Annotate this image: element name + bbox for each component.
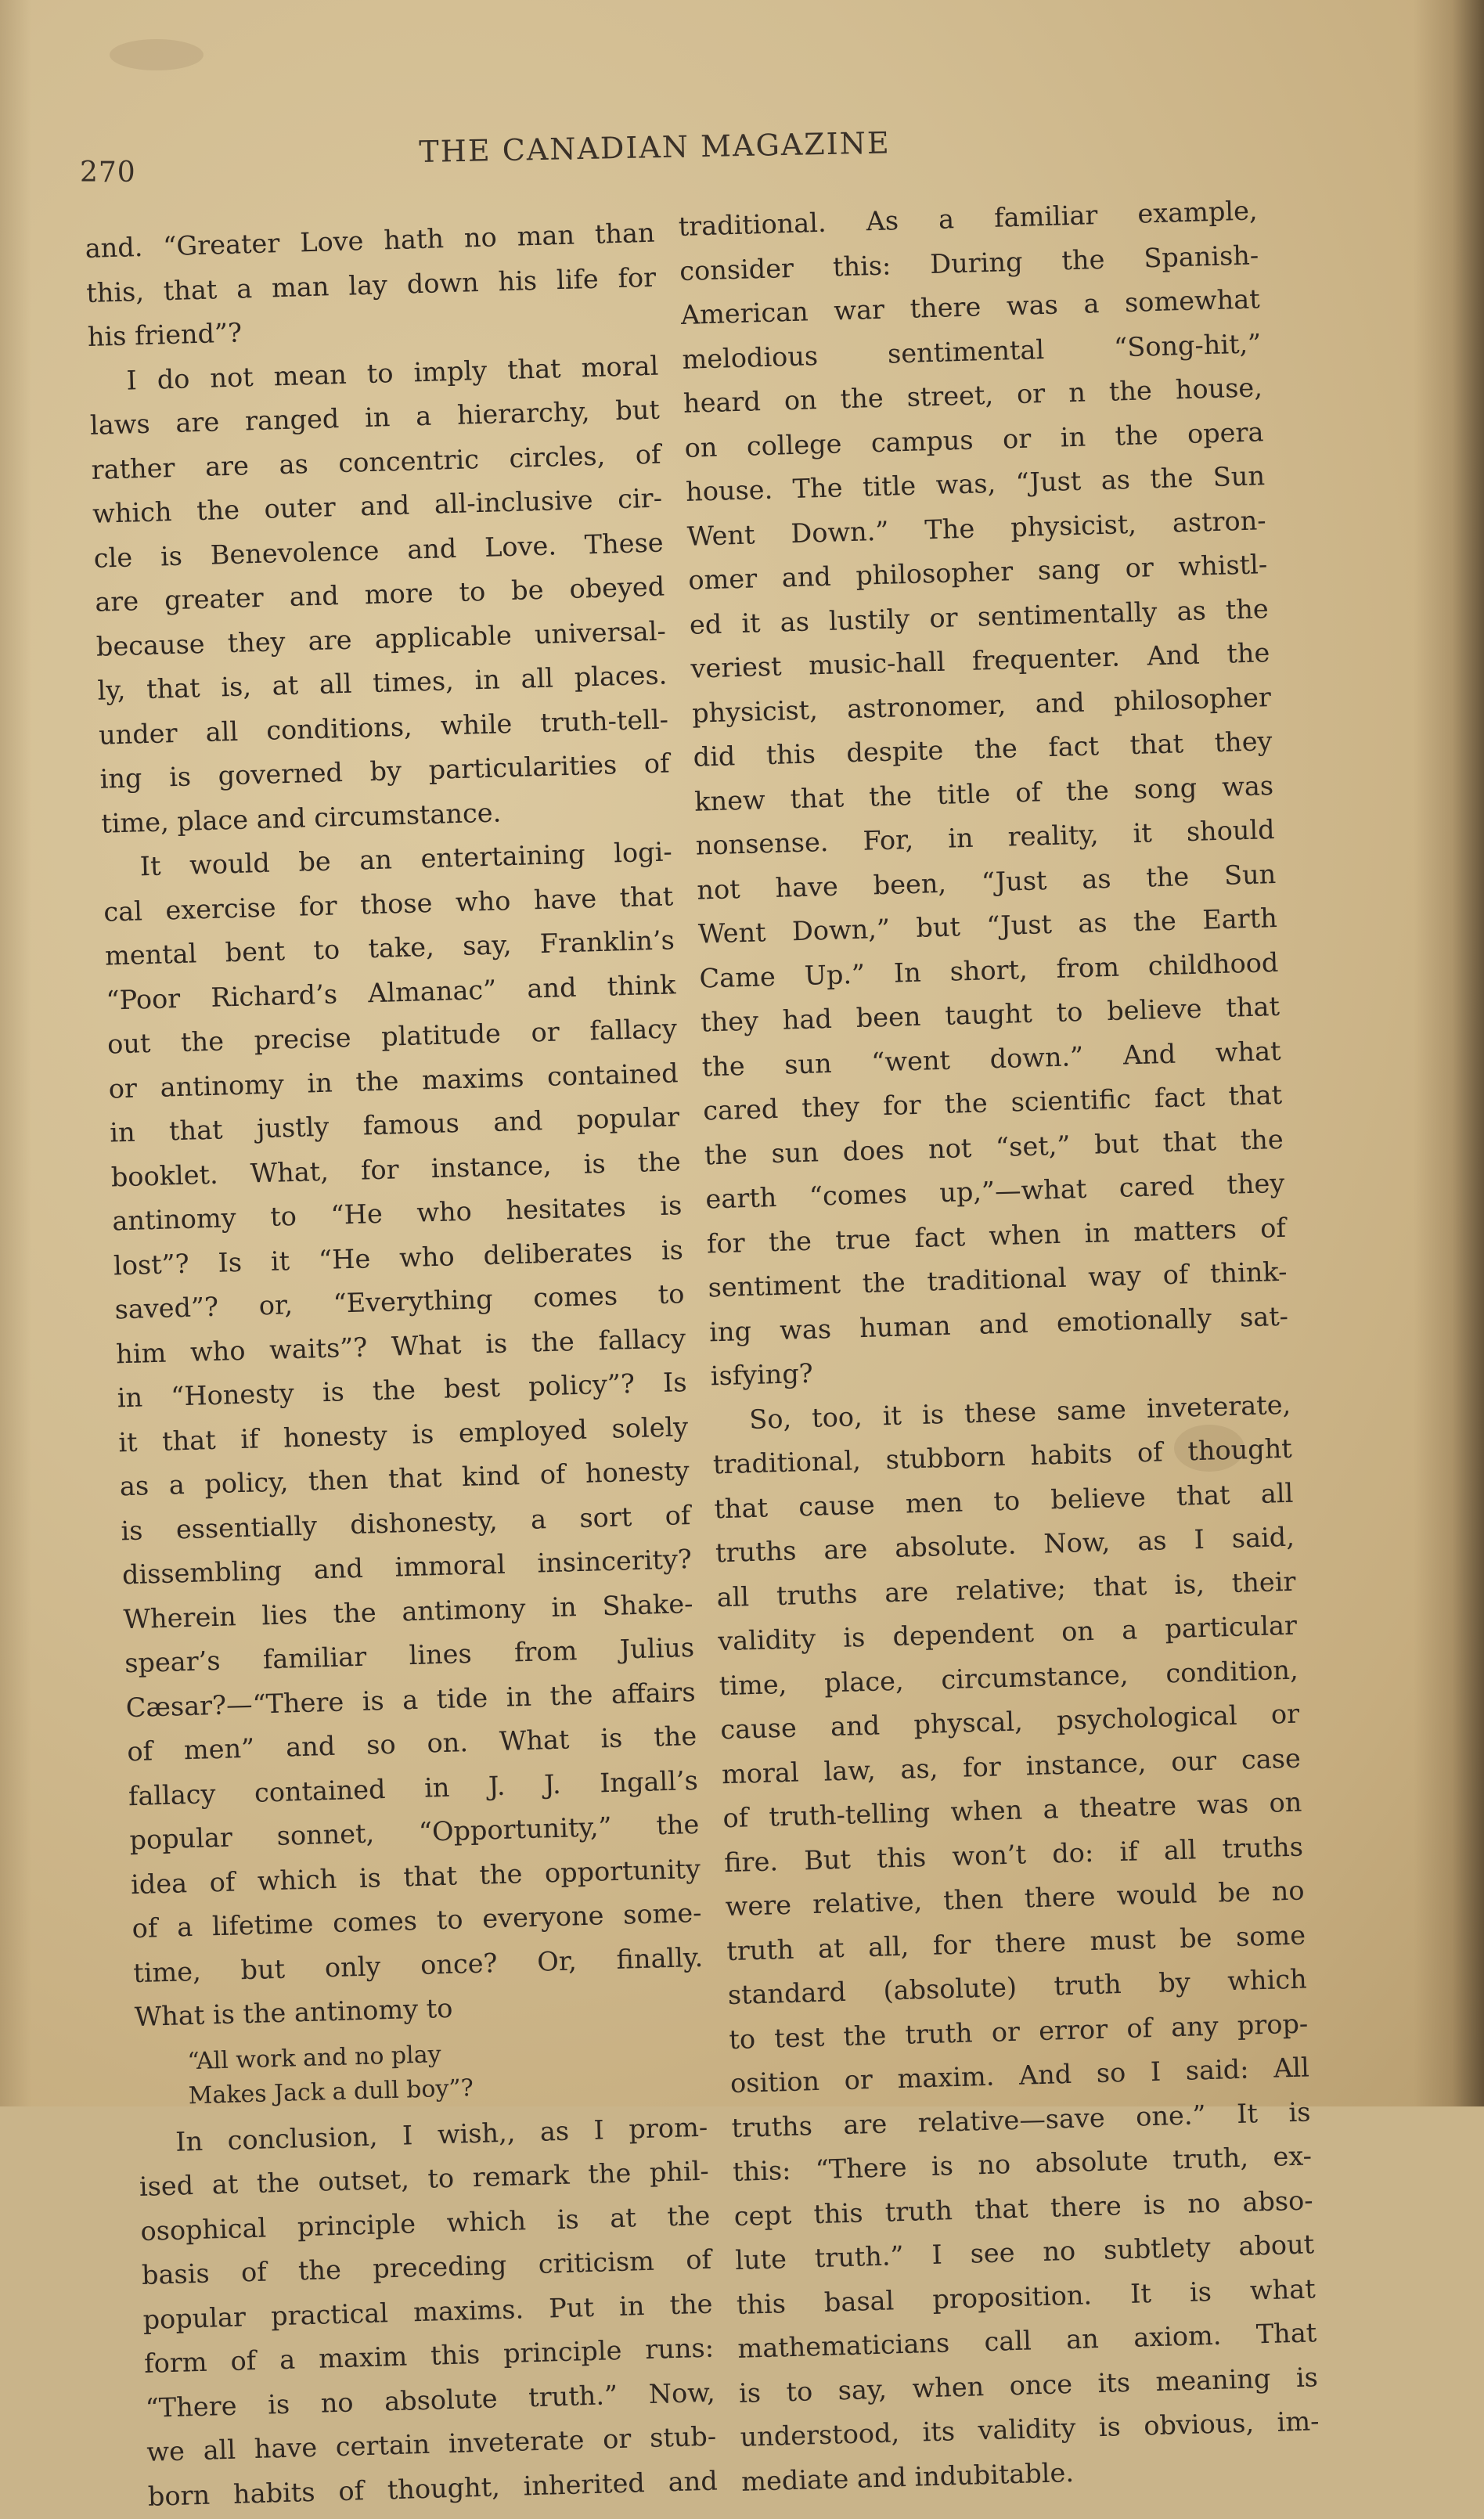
verse-line-2: Makes Jack a dull boy”? <box>188 2074 474 2110</box>
text-line: mediate and indubitable. <box>740 2456 1075 2497</box>
text-line: omer and philosopher sang or whistl- <box>687 549 1268 596</box>
text-line: in “Honesty is the best policy”? Is <box>117 1367 688 1414</box>
text-line: all truths are relative; that is, their <box>716 1566 1296 1613</box>
text-line: idea of which is that the opportunity <box>130 1853 701 1900</box>
text-line: validity is dependent on a particular <box>717 1609 1298 1657</box>
page-right-shadow <box>1414 0 1484 2106</box>
text-line: the sun does not “set,” but that the <box>704 1123 1284 1171</box>
text-line: laws are ranged in a hierarchy, but <box>89 394 661 441</box>
text-line: saved”? or, “Everything comes to <box>114 1278 685 1325</box>
text-line: Cæsar?—“There is a tide in the affairs <box>125 1676 697 1723</box>
text-line: as a policy, then that kind of honesty <box>119 1455 690 1502</box>
right-column-paragraphs <box>678 189 1321 2504</box>
text-line: truths are relative—save one.” It is <box>731 2096 1311 2143</box>
text-line: osition or maxim. And so I said: All <box>729 2052 1310 2099</box>
paper-stain <box>110 39 204 70</box>
text-line: time, place, circumstance, condition, <box>719 1654 1299 1701</box>
text-line: cle is Benevolence and Love. These <box>93 527 665 574</box>
text-line: fire. But this won’t do: if all truths <box>723 1831 1304 1878</box>
text-line: ed it as lustily or sentimentally as the <box>689 593 1270 640</box>
text-line: were relative, then there would be no <box>725 1875 1305 1923</box>
text-line: this: “There is no absolute truth, ex- <box>732 2140 1313 2188</box>
text-line: heard on the street, or n the house, <box>683 372 1263 419</box>
text-line: isfying? <box>710 1357 814 1392</box>
text-line: knew that the title of the song was <box>693 769 1274 817</box>
text-line: that cause men to believe that all <box>713 1477 1294 1524</box>
text-line: antinomy to “He who hesitates is <box>111 1190 683 1237</box>
text-line: ing is governed by particularities of <box>99 748 670 795</box>
text-line: ly, that is, at all times, in all places. <box>96 659 668 706</box>
text-line: to test the truth or error of any prop- <box>728 2007 1309 2055</box>
text-line: “There is no absolute truth.” Now, <box>145 2377 716 2424</box>
text-line: house. The title was, “Just as the Sun <box>685 460 1266 507</box>
text-line: are greater and more to be obeyed <box>94 571 665 618</box>
left-column-conclusion <box>138 2105 719 2519</box>
text-line: his friend”? <box>87 317 243 352</box>
text-line: out the precise platitude or fallacy <box>106 1013 678 1060</box>
text-line: or antinomy in the maxims contained <box>108 1057 679 1105</box>
text-line: So, too, it is these same inveterate, <box>748 1389 1291 1435</box>
text-line: fallacy contained in J. J. Ingall’s <box>128 1764 699 1811</box>
text-line: booklet. What, for instance, is the <box>110 1145 682 1193</box>
text-line: which the outer and all-inclusive cir- <box>92 482 663 529</box>
text-line: “Poor Richard’s Almanac” and think <box>106 968 676 1016</box>
text-line: it that if honesty is employed solely <box>117 1411 689 1458</box>
text-line: the sun “went down.” And what <box>701 1035 1281 1083</box>
text-line: basis of the preceding criticism of <box>141 2243 712 2290</box>
right-text-column <box>678 189 1321 2504</box>
text-line: of men” and so on. What is the <box>126 1720 697 1768</box>
text-line: under all conditions, while truth-tell- <box>98 703 669 751</box>
text-line: physicist, astronomer, and philosopher <box>691 681 1272 729</box>
left-text-column <box>85 211 718 2519</box>
text-line: traditional, stubborn habits of thought <box>712 1432 1293 1480</box>
text-line: form of a maxim this principle runs: <box>143 2332 715 2379</box>
text-line: mental bent to take, say, Franklin’s <box>104 924 675 971</box>
text-line: osophical principle which is at the <box>139 2200 711 2247</box>
text-line: time, place and circumstance. <box>100 796 502 839</box>
text-line: him who waits”? What is the fallacy <box>115 1322 686 1369</box>
text-line: mathematicians call an axiom. That <box>737 2317 1317 2364</box>
verse-line-1: “All work and no play <box>186 2040 441 2075</box>
text-line: I do not mean to imply that moral <box>125 350 659 396</box>
text-line: lute truth.” I see no subtlety about <box>734 2229 1315 2276</box>
text-line: nonsense. For, in reality, it should <box>695 814 1276 861</box>
text-line: veriest music-hall frequenter. And the <box>690 637 1270 684</box>
text-line: for the true fact when in matters of <box>706 1212 1287 1259</box>
text-line: traditional. As a familiar example, <box>678 195 1259 242</box>
page-number: 270 <box>80 157 136 189</box>
text-line: Came Up.” In short, from childhood <box>699 946 1279 994</box>
text-line: spear’s familiar lines from Julius <box>124 1631 695 1679</box>
text-line: understood, its validity is obvious, im- <box>740 2405 1320 2452</box>
text-line: What is the antinomy to <box>134 1992 453 2033</box>
text-line: in that justly famous and popular <box>109 1101 680 1148</box>
running-head-title: THE CANADIAN MAGAZINE <box>419 125 891 169</box>
text-line: American war there was a somewhat <box>680 283 1261 330</box>
text-line: and. “Greater Love hath no man than <box>85 217 656 264</box>
text-line: cared they for the scientific fact that <box>702 1079 1283 1126</box>
text-line: ing was human and emotionally sat- <box>708 1300 1289 1347</box>
text-line: In conclusion, I wish,, as I prom- <box>175 2111 708 2157</box>
text-line: of a lifetime comes to everyone some- <box>131 1897 702 1944</box>
text-line: popular sonnet, “Opportunity,” the <box>129 1808 700 1856</box>
text-line: not have been, “Just as the Sun <box>696 858 1277 906</box>
text-line: did this despite the fact that they <box>693 726 1273 773</box>
text-line: because they are applicable universal- <box>95 614 667 662</box>
text-line: cause and physcal, psychological or <box>719 1698 1300 1746</box>
text-line: cal exercise for those who have that <box>103 880 674 928</box>
text-line: sentiment the traditional way of think- <box>708 1256 1288 1303</box>
text-line: lost”? Is it “He who deliberates is <box>113 1234 684 1281</box>
text-line: rather are as concentric circles, of <box>91 438 661 485</box>
text-line: we all have certain inveterate or stub- <box>146 2420 717 2467</box>
text-line: born habits of thought, inherited and <box>147 2465 719 2512</box>
text-line: melodious sentimental “Song-hit,” <box>681 327 1262 375</box>
page-left-shadow <box>0 0 31 2106</box>
text-line: this, that a man lay down his life for <box>85 261 657 308</box>
text-line: truths are absolute. Now, as I said, <box>715 1521 1295 1569</box>
text-line: ised at the outset, to remark the phil- <box>139 2155 710 2203</box>
text-line: Went Down,” but “Just as the Earth <box>697 902 1278 950</box>
text-line: on college campus or in the opera <box>684 416 1264 463</box>
text-line: cept this truth that there is no abso- <box>733 2184 1314 2232</box>
text-line: earth “comes up,”—what cared they <box>704 1167 1285 1215</box>
text-line: Wherein lies the antimony in Shake- <box>123 1587 693 1634</box>
text-line: moral law, as, for instance, our case <box>721 1742 1302 1789</box>
text-line: truth at all, for there must be some <box>726 1919 1306 1966</box>
text-line: this basal proposition. It is what <box>736 2272 1317 2320</box>
text-line: popular practical maxims. Put in the <box>142 2288 713 2335</box>
text-line: is to say, when once its meaning is <box>738 2361 1319 2409</box>
text-line: Went Down.” The physicist, astron- <box>686 504 1267 552</box>
text-line: It would be an entertaining logi- <box>139 836 673 882</box>
text-line: consider this: During the Spanish- <box>679 239 1259 286</box>
text-line: time, but only once? Or, finally. <box>132 1941 704 1988</box>
text-line: is essentially dishonesty, a sort of <box>120 1499 691 1546</box>
text-line: of truth-telling when a theatre was on <box>722 1786 1302 1834</box>
left-column-paragraphs <box>85 211 704 2040</box>
text-line: they had been taught to believe that <box>700 990 1280 1038</box>
text-line: dissembling and immoral insincerity? <box>121 1544 693 1591</box>
text-line: standard (absolute) truth by which <box>727 1963 1308 2011</box>
